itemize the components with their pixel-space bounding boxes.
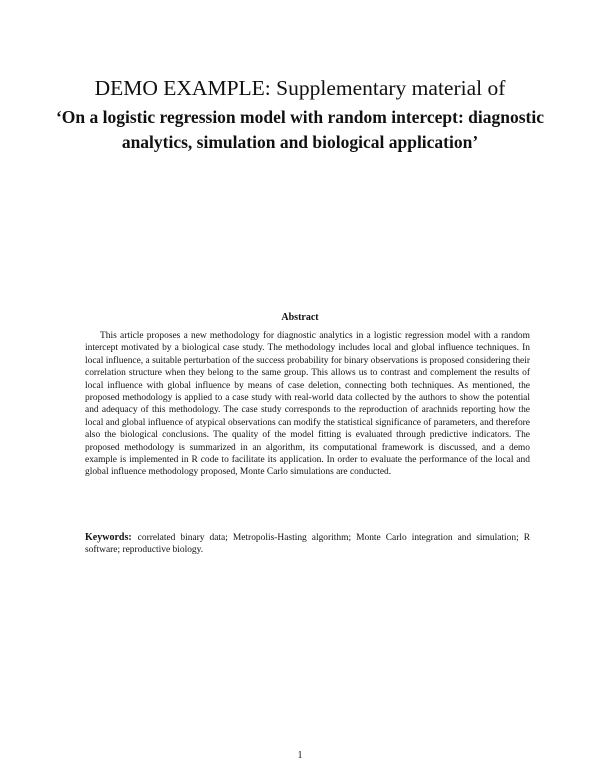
keywords-label: Keywords: (85, 532, 132, 543)
title-line-2: ‘On a logistic regression model with random intercept: diagnostic (55, 107, 545, 127)
title-line-1: DEMO EXAMPLE: Supplementary material of (94, 76, 506, 100)
title-line-3: analytics, simulation and biological application’ (121, 132, 479, 152)
keywords-text: correlated binary data; Metropolis-Hasting algorithm; Monte Carlo integration and simulation; R software; reproductive biology. (85, 533, 530, 556)
abstract-body: This article proposes a new methodology for diagnostic analytics in a logistic regression model with a random intercept motivated by a biological case study. The methodology includes local and global influence techniques. In local influence, a suitable perturbation of the success probability for binary observations is proposed considering their correlation structure when they belong to the same group. This allows us to contrast and complement the results of local influence with global influence by means of case deletion, connecting both techniques. As mentioned, the proposed methodology is applied to a case study with real-world data collected by the authors to show the potential and adequacy of this methodology. The case study corresponds to the reproduction of arachnids reporting how the local and global influence of atypical observations can modify the statistical significance of parameters, and therefore also the biological conclusions. The quality of the model fitting is evaluated through predictive indicators. The proposed methodology is summarized in an algorithm, its computational framework is discussed, and a demo example is implemented in R code to facilitate its application. In order to evaluate the performance of the local and global influence methodology proposed, Monte Carlo simulations are conducted. (85, 331, 531, 478)
page-number: 1 (297, 750, 303, 761)
abstract-heading: Abstract (281, 312, 319, 323)
keywords-paragraph (85, 532, 530, 557)
